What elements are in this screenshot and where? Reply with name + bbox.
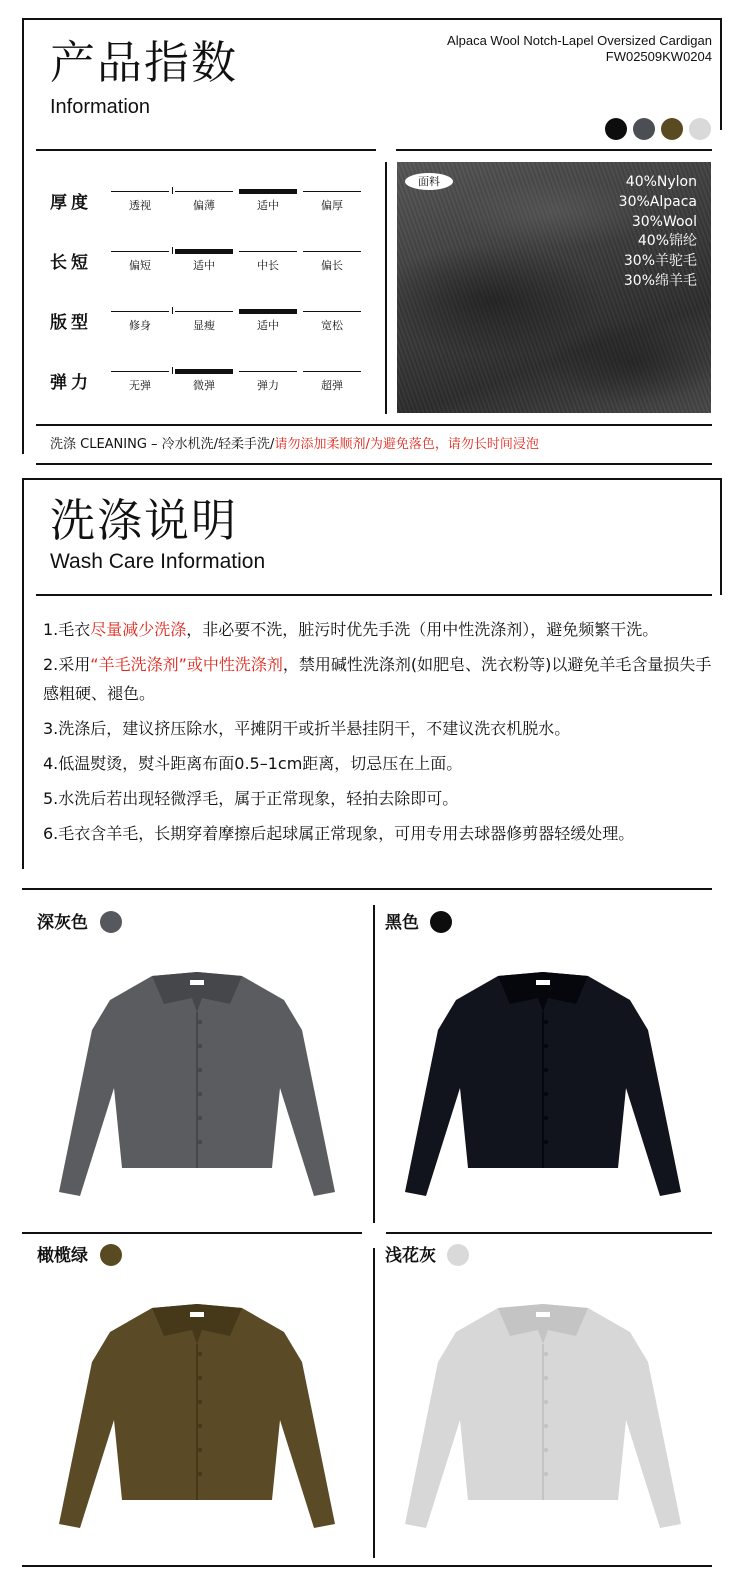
attribute-scale xyxy=(108,369,362,392)
scale-option-label: 偏薄 xyxy=(193,199,215,212)
colors-middle-right xyxy=(386,1232,712,1234)
page-title: 产品指数 xyxy=(50,36,239,89)
scale-bar-selected xyxy=(175,369,233,374)
cardigan-button xyxy=(198,1352,202,1356)
scale-option-label: 适中 xyxy=(257,319,279,332)
wash-item: 4.低温熨烫，熨斗距离布面0.5–1cm距离，切忌压在上面。 xyxy=(43,754,463,773)
wash-item: 3.洗涤后，建议挤压除水，平摊阴干或折半悬挂阴干，不建议洗衣机脱水。 xyxy=(43,719,571,738)
scale-option-label: 适中 xyxy=(193,259,215,272)
cardigan-button xyxy=(198,1376,202,1380)
color-dot-black[interactable] xyxy=(430,911,452,933)
cardigan-button xyxy=(544,1092,548,1096)
cleaning-note xyxy=(50,436,539,454)
scale-option xyxy=(172,369,236,392)
scale-option-label: 中长 xyxy=(257,259,279,272)
scale-option xyxy=(108,189,172,212)
fabric-composition-line: 30%羊驼毛 xyxy=(623,253,697,269)
cardigan-button xyxy=(544,1140,548,1144)
scale-option xyxy=(300,249,364,272)
scale-option-label: 偏厚 xyxy=(321,199,343,212)
wash-title: 洗涤说明 xyxy=(50,494,239,547)
wash-instructions xyxy=(43,615,713,854)
fabric-composition-line: 30%绵羊毛 xyxy=(623,273,697,289)
scale-tick xyxy=(172,307,173,314)
scale-option xyxy=(236,189,300,212)
divider-left xyxy=(36,149,376,151)
scale-tick xyxy=(172,187,173,194)
brand-label xyxy=(190,980,204,985)
attribute-label: 长短 xyxy=(50,253,92,273)
scale-option xyxy=(236,309,300,332)
color-label-olive: 橄榄绿 xyxy=(37,1246,88,1266)
wash-left-border xyxy=(22,478,24,869)
wash-item: 2.采用“羊毛洗涤剂”或中性洗涤剂，禁用碱性洗涤剂(如肥皂、洗衣粉等)以避免羊毛含量损失手感粗硬、褪色。 xyxy=(43,655,712,703)
attribute-scale xyxy=(108,249,362,272)
cardigan-image xyxy=(52,960,342,1205)
scale-option xyxy=(300,309,364,332)
scale-option xyxy=(108,369,172,392)
cardigan-button xyxy=(198,1472,202,1476)
brand-label xyxy=(190,1312,204,1317)
color-label-black: 黑色 xyxy=(385,913,419,933)
fabric-image xyxy=(397,162,711,413)
product-name: Alpaca Wool Notch-Lapel Oversized Cardigan xyxy=(447,33,712,48)
scale-tick xyxy=(172,367,173,374)
scale-bar xyxy=(303,371,361,372)
fabric-composition-line: 30%Wool xyxy=(631,214,697,230)
colors-middle-left xyxy=(22,1232,362,1234)
scale-option-label: 超弹 xyxy=(321,379,343,392)
cleaning-divider-top xyxy=(36,424,712,426)
scale-bar xyxy=(111,191,169,192)
colors-top-border xyxy=(22,888,712,890)
scale-option-label: 宽松 xyxy=(321,319,343,332)
swatch-black[interactable] xyxy=(605,118,627,140)
cleaning-divider-bottom xyxy=(36,463,712,465)
scale-option xyxy=(300,369,364,392)
color-dot-light-grey[interactable] xyxy=(447,1244,469,1266)
cardigan-image xyxy=(398,960,688,1205)
colors-center-divider-bottom xyxy=(373,1248,375,1558)
product-code: FW02509KW0204 xyxy=(605,49,712,64)
scale-option-label: 适中 xyxy=(257,199,279,212)
scale-option-label: 修身 xyxy=(129,319,151,332)
wash-item: 1.毛衣尽量减少洗涤，非必要不洗，脏污时优先手洗（用中性洗涤剂），避免频繁干洗。 xyxy=(43,620,659,639)
fabric-composition-line: 40%锦纶 xyxy=(637,233,697,249)
scale-bar-selected xyxy=(175,249,233,254)
cardigan-button xyxy=(544,1044,548,1048)
cardigan-image xyxy=(398,1292,688,1537)
scale-bar xyxy=(303,191,361,192)
attribute-label: 厚度 xyxy=(50,193,92,213)
scale-bar xyxy=(239,251,297,252)
scale-option-label: 偏短 xyxy=(129,259,151,272)
brand-label xyxy=(536,1312,550,1317)
scale-option xyxy=(108,249,172,272)
scale-tick xyxy=(172,247,173,254)
cardigan-button xyxy=(198,1068,202,1072)
cardigan-button xyxy=(198,1424,202,1428)
cardigan-button xyxy=(544,1116,548,1120)
cleaning-warning: 请勿添加柔顺剂/为避免落色，请勿长时间浸泡 xyxy=(274,437,539,452)
cardigan-button xyxy=(544,1424,548,1428)
divider-vertical xyxy=(385,162,387,414)
scale-bar xyxy=(111,311,169,312)
color-label-light-grey: 浅花灰 xyxy=(385,1246,436,1266)
cardigan-button xyxy=(544,1376,548,1380)
top-border xyxy=(22,18,722,20)
fabric-composition-line: 40%Nylon xyxy=(625,174,697,190)
wash-right-border xyxy=(720,478,722,595)
color-dot-olive[interactable] xyxy=(100,1244,122,1266)
wash-top-border xyxy=(22,478,722,480)
cardigan-button xyxy=(198,1092,202,1096)
scale-bar xyxy=(303,251,361,252)
scale-option-label: 无弹 xyxy=(129,379,151,392)
cardigan-button xyxy=(198,1400,202,1404)
scale-option xyxy=(108,309,172,332)
cardigan-button xyxy=(198,1448,202,1452)
cardigan-button xyxy=(544,1400,548,1404)
scale-option-label: 偏长 xyxy=(321,259,343,272)
scale-bar-selected xyxy=(239,189,297,194)
scale-option xyxy=(172,189,236,212)
scale-option xyxy=(172,249,236,272)
cardigan-button xyxy=(544,1020,548,1024)
cardigan-button xyxy=(544,1068,548,1072)
attribute-scale xyxy=(108,189,362,212)
scale-option xyxy=(172,309,236,332)
right-border-1 xyxy=(720,18,722,130)
fabric-composition-line: 30%Alpaca xyxy=(618,194,697,210)
colors-bottom-border xyxy=(22,1565,712,1567)
attribute-scale xyxy=(108,309,362,332)
scale-bar xyxy=(111,251,169,252)
wash-divider xyxy=(36,594,712,596)
cardigan-button xyxy=(198,1140,202,1144)
scale-bar xyxy=(239,371,297,372)
page-subtitle: Information xyxy=(50,96,151,118)
fabric-badge: 面料 xyxy=(405,173,453,190)
divider-right xyxy=(396,149,712,151)
cardigan-button xyxy=(198,1044,202,1048)
wash-item: 5.水洗后若出现轻微浮毛，属于正常现象，轻拍去除即可。 xyxy=(43,789,459,808)
attribute-label: 版型 xyxy=(50,313,92,333)
scale-bar xyxy=(175,311,233,312)
swatch-dark-grey[interactable] xyxy=(633,118,655,140)
wash-item: 6.毛衣含羊毛，长期穿着摩擦后起球属正常现象，可用专用去球器修剪器轻缓处理。 xyxy=(43,824,635,843)
cleaning-text: 洗涤 CLEANING – 冷水机洗/轻柔手洗/ xyxy=(50,437,275,452)
brand-label xyxy=(536,980,550,985)
cardigan-image xyxy=(52,1292,342,1537)
swatch-olive[interactable] xyxy=(661,118,683,140)
cardigan-button xyxy=(544,1472,548,1476)
colors-center-divider-top xyxy=(373,905,375,1223)
scale-option xyxy=(236,369,300,392)
scale-option xyxy=(300,189,364,212)
scale-option-label: 显瘦 xyxy=(193,319,215,332)
attribute-label: 弹力 xyxy=(50,373,92,393)
scale-bar-selected xyxy=(239,309,297,314)
color-label-dark-grey: 深灰色 xyxy=(37,913,88,933)
scale-bar xyxy=(175,191,233,192)
scale-bar xyxy=(111,371,169,372)
cardigan-button xyxy=(544,1448,548,1452)
left-border-1 xyxy=(22,18,24,454)
cardigan-button xyxy=(198,1020,202,1024)
wash-subtitle: Wash Care Information xyxy=(50,550,266,573)
scale-option-label: 弹力 xyxy=(257,379,279,392)
swatch-light-grey[interactable] xyxy=(689,118,711,140)
color-dot-dark-grey[interactable] xyxy=(100,911,122,933)
cardigan-button xyxy=(544,1352,548,1356)
scale-option xyxy=(236,249,300,272)
scale-option-label: 微弹 xyxy=(193,379,215,392)
scale-option-label: 透视 xyxy=(129,199,151,212)
cardigan-button xyxy=(198,1116,202,1120)
scale-bar xyxy=(303,311,361,312)
